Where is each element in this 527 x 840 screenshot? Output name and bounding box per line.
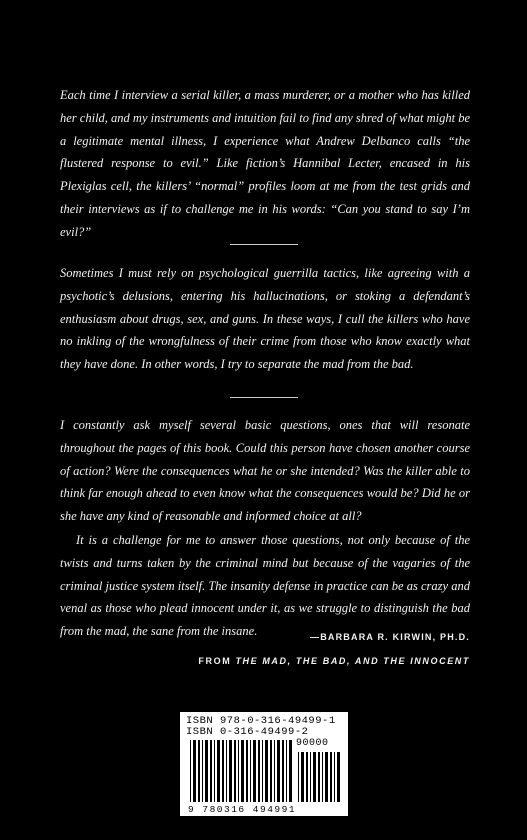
barcode-bar	[325, 752, 328, 802]
barcode-bar	[289, 740, 292, 802]
source-title: THE MAD, THE BAD, AND THE INNOCENT	[235, 656, 470, 666]
barcode-bar	[282, 740, 284, 802]
barcode-bar	[334, 752, 335, 802]
barcode-bar	[286, 740, 287, 802]
quote-paragraph-2: Sometimes I must rely on psychological guerrilla tactics, like agreeing with a psychotic’s delusions, entering his hallucinations, or stoking a defendant’s enthusiasm about drugs, sex, and guns. In these ways, I cull the killers who have no inkling of the wrongfulness of their crime from those who know exactly what they have done. In other words, I try to separate the mad from the bad.	[60, 266, 470, 372]
barcode-bar	[202, 740, 203, 802]
barcode-bar	[217, 740, 220, 802]
barcode-bar	[277, 740, 280, 802]
barcode-bar	[226, 740, 227, 802]
barcode-bar	[298, 752, 299, 802]
barcode-bar	[205, 740, 208, 802]
barcode-bar	[262, 740, 263, 802]
barcode-bar	[198, 740, 200, 802]
section-divider-1	[230, 244, 298, 245]
barcode-bar	[265, 740, 268, 802]
quote-paragraph-4: It is a challenge for me to answer those questions, not only because of the twists and turns taken by the criminal mind but because of the vagaries of the criminal justice system itself. The insanity defense in practice can be as crazy and venal as those who plead innocent under it, as we struggle to distinguish the bad from the mad, the sane from the insane.	[60, 533, 470, 639]
barcode-bar	[246, 740, 248, 802]
barcode-bar	[330, 752, 332, 802]
barcode-bar	[270, 740, 272, 802]
barcode-bar	[190, 740, 191, 802]
ean-barcode-bars	[190, 740, 294, 802]
price-code: 90000	[296, 738, 329, 749]
barcode-bar	[253, 740, 256, 802]
barcode-bar	[274, 740, 275, 802]
barcode-bar	[214, 740, 215, 802]
barcode-bar	[193, 740, 196, 802]
author-attribution: —BARBARA R. KIRWIN, PH.D.	[310, 632, 470, 642]
barcode-bar	[234, 740, 236, 802]
barcode-bar	[313, 752, 316, 802]
barcode-bar	[250, 740, 251, 802]
barcode-bar	[306, 752, 308, 802]
barcode-bar	[210, 740, 212, 802]
barcode-bar	[301, 752, 304, 802]
barcode-bar	[258, 740, 260, 802]
isbn-13-text: ISBN 978-0-316-49499-1	[186, 715, 336, 727]
barcode-bar	[238, 740, 239, 802]
quote-paragraph-1: Each time I interview a serial killer, a mass murderer, or a mother who has killed her child, and my instruments and intuition fail to find any shred of what might be a legitimate mental illness, I experience what Andrew Delbanco calls “the flustered response to evil.” Like fiction’s Hannibal Lecter, encased in his Plexiglas cell, the killers’ “normal” profiles loom at me from the test grids and their interviews as if to challenge me in his words: “Can you stand to say I’m evil?”	[60, 88, 470, 239]
source-prefix: FROM	[198, 656, 232, 666]
addon-barcode-bars	[298, 752, 342, 802]
isbn-barcode	[180, 712, 348, 816]
barcode-bar	[322, 752, 323, 802]
section-divider-2	[230, 397, 298, 398]
barcode-digits: 9 780316 494991	[188, 804, 297, 815]
barcode-bar	[310, 752, 311, 802]
barcode-bar	[318, 752, 320, 802]
barcode-bar	[222, 740, 224, 802]
barcode-bar	[337, 752, 340, 802]
quote-paragraph-3: I constantly ask myself several basic questions, ones that will resonate throughout the pages of this book. Could this person have chosen another course of action? Were the consequences what he or she intended? Was the killer able to think far enough ahead to even know what the consequences would be? Did he or she have any kind of reasonable and informed choice at all?	[60, 418, 470, 524]
isbn-10-text: ISBN 0-316-49499-2	[186, 726, 309, 738]
barcode-bar	[241, 740, 244, 802]
barcode-bar	[229, 740, 232, 802]
book-source	[198, 656, 470, 666]
